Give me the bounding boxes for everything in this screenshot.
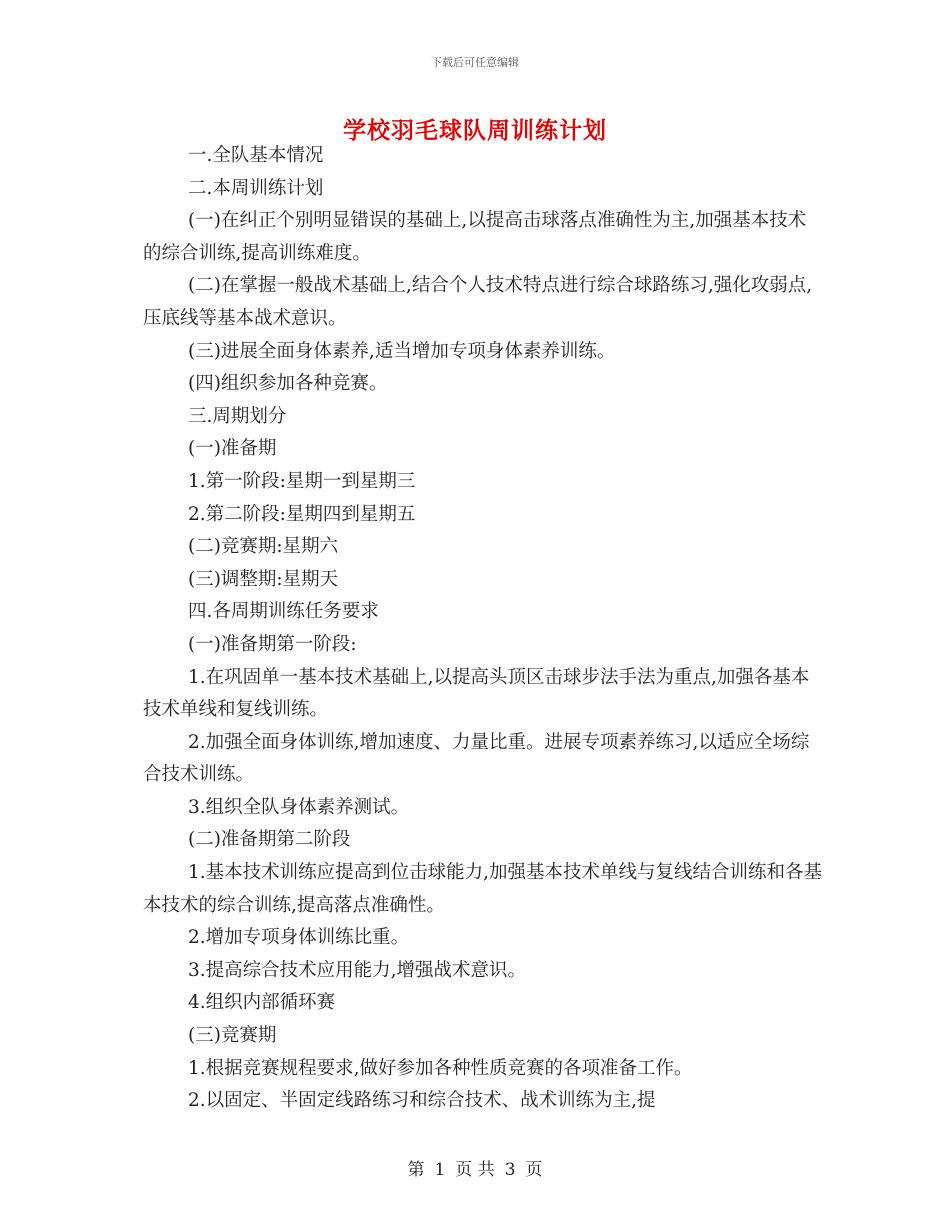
paragraph: (三)进展全面身体素养,适当增加专项身体素养训练。: [188, 340, 616, 362]
paragraph: 四.各周期训练任务要求: [188, 601, 379, 623]
paragraph: 3.组织全队身体素养测试。: [188, 796, 410, 818]
page-header: 下载后可任意编辑: [431, 56, 519, 69]
paragraph: 1.在巩固单一基本技术基础上,以提高头顶区击球步法手法为重点,加强各基本技术单线和复线训练。: [143, 666, 810, 721]
footer-prefix: 第: [407, 1160, 425, 1180]
paragraph: 2.以固定、半固定线路练习和综合技术、战术训练为主,提: [188, 1090, 656, 1112]
paragraph: 1.基本技术训练应提高到位击球能力,加强基本技术单线与复线结合训练和各基本技术的综合训练,提高落点准确性。: [143, 862, 823, 916]
paragraph: 1.根据竞赛规程要求,做好参加各种性质竞赛的各项准备工作。: [188, 1057, 693, 1079]
footer-suffix: 页: [525, 1160, 543, 1180]
footer-middle: 页 共: [455, 1160, 495, 1180]
paragraph: (二)竞赛期:星期六: [188, 536, 339, 558]
paragraph: 二.本周训练计划: [188, 177, 324, 199]
paragraph: (二)准备期第二阶段: [188, 829, 351, 851]
paragraph: (一)在纠正个别明显错误的基础上,以提高击球落点准确性为主,加强基本技术的综合训练,提高训练难度。: [143, 210, 807, 264]
paragraph: (一)准备期: [188, 438, 277, 460]
document-body: [143, 140, 823, 1118]
paragraph: 1.第一阶段:星期一到星期三: [188, 470, 416, 492]
paragraph: (三)调整期:星期天: [188, 568, 339, 590]
page-footer: [0, 1155, 950, 1180]
paragraph: (四)组织参加各种竞赛。: [188, 373, 388, 395]
paragraph: 4.组织内部循环赛: [188, 992, 336, 1014]
paragraph: 三.周期划分: [188, 405, 287, 427]
paragraph: (一)准备期第一阶段:: [188, 633, 357, 655]
paragraph: 3.提高综合技术应用能力,增强战术意识。: [188, 959, 527, 981]
page-number: 1: [434, 1160, 446, 1180]
paragraph: (三)竞赛期: [188, 1025, 277, 1047]
paragraph: 一.全队基本情况: [188, 145, 324, 166]
page-total: 3: [504, 1160, 516, 1180]
paragraph: (二)在掌握一般战术基础上,结合个人技术特点进行综合球路练习,强化攻弱点,压底线等基本战术意识。: [143, 275, 813, 329]
paragraph: 2.第二阶段:星期四到星期五: [188, 503, 416, 525]
paragraph: 2.加强全面身体训练,增加速度、力量比重。进展专项素养练习,以适应全场综合技术训练。: [143, 731, 810, 786]
document-title: 学校羽毛球队周训练计划: [343, 117, 607, 144]
paragraph: 2.增加专项身体训练比重。: [188, 927, 410, 949]
